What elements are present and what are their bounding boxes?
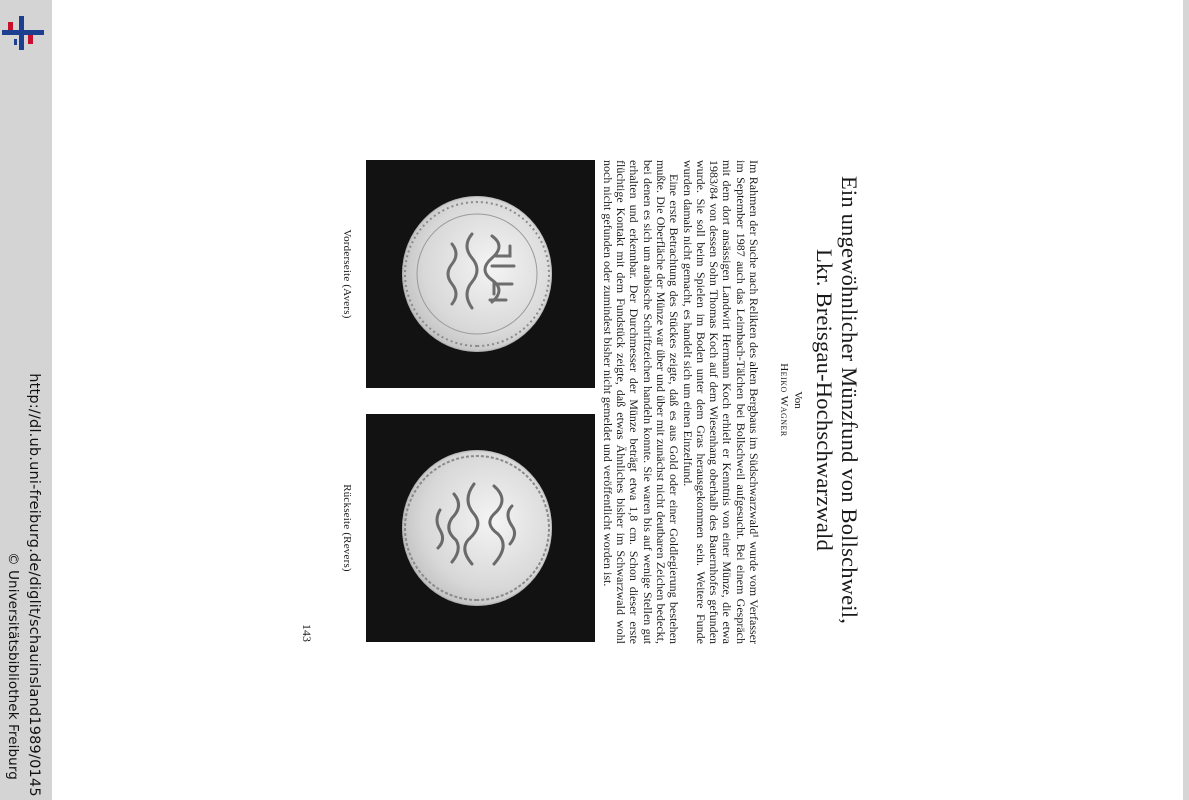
- sidebar-strip: [0, 0, 52, 800]
- scroll-edge: [1183, 0, 1189, 800]
- coin-back-image: [403, 450, 553, 606]
- scanned-page: [55, 0, 1065, 800]
- byline-von: Von: [792, 391, 804, 409]
- article-body: [600, 160, 760, 644]
- copyright-notice: © Universitätsbibliothek Freiburg: [5, 552, 21, 780]
- coin-photo-front: [366, 160, 595, 388]
- coin-photo-back: [366, 414, 595, 642]
- title-line-1: Ein ungewöhnlicher Münzfund von Bollschweil,: [837, 175, 862, 625]
- university-library-logo-icon: [2, 16, 44, 50]
- page-number: 143: [300, 624, 314, 642]
- paragraph-1: Im Rahmen der Suche nach Relikten des alten Bergbaus im Südschwarzwald¹ wurde vom Verfasser im September 1987 auch das Leimbach-Tälchen bei Bollschweil aufgesucht. Bei einem Gespräch mit dem dort ansässigen Landwirt Hermann Koch erhielt er Kenntnis von einer Münze, die etwa 1983/84 von dessen Sohn Thomas Koch auf dem Wiesenhang oberhalb des Bauernhofes gefunden wurde. Sie soll beim Spielen im Boden unter dem Gras herausgekommen sein. Weitere Funde wurden damals nicht gemacht, es handelt sich um einen Einzelfund.: [680, 160, 761, 644]
- caption-back: Rückseite (Revers): [341, 484, 353, 572]
- article-title: [812, 0, 862, 800]
- author-name: Heiko Wagner: [778, 363, 790, 437]
- caption-front: Vorderseite (Avers): [341, 229, 353, 319]
- paragraph-2: Eine erste Betrachtung des Stückes zeigte, daß es aus Gold oder einer Goldlegierung bestehen mußte. Die Oberfläche der Münze war über und über mit zunächst nicht deutbaren Zeichen bedeckt, bei denen es sich um arabische Schriftzeichen handeln konnte. Sie waren bis auf wenige Stellen gut erhalten und erkennbar. Der Durchmesser der Münze beträgt etwa 1,8 cm. Schon dieser erste flüchtige Kontakt mit dem Fundstück zeigte, daß etwas Ähnliches bisher im Schwarzwald wohl noch nicht gefunden oder zumindest bisher nicht gemeldet und veröffentlicht worden ist.: [600, 160, 682, 644]
- source-url[interactable]: http://dl.ub.uni-freiburg.de/diglit/schauinsland1989/0145: [26, 373, 42, 797]
- title-line-2: Lkr. Breisgau-Hochschwarzwald: [812, 249, 837, 551]
- coin-front-image: [403, 196, 553, 352]
